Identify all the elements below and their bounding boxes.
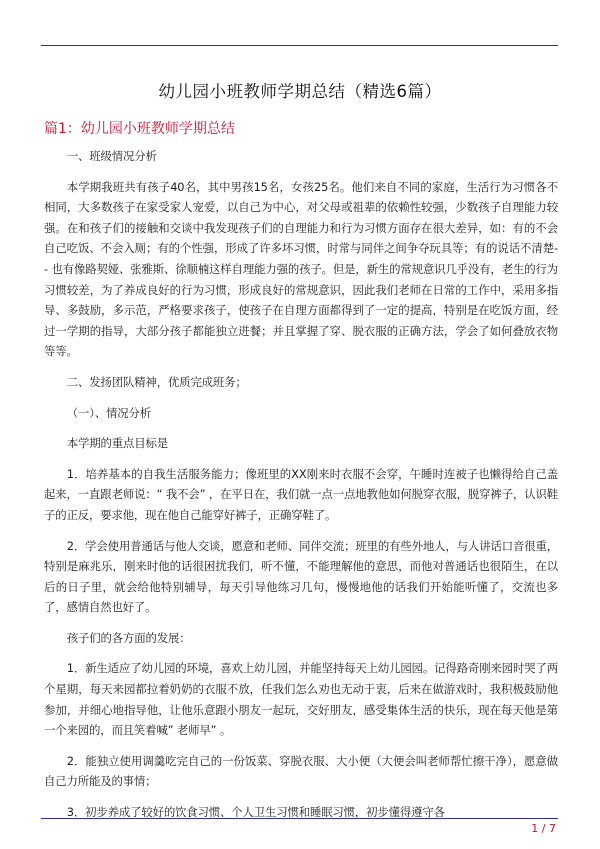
top-rule bbox=[41, 45, 558, 46]
paragraph-situation-analysis-heading: （一）、情况分析 bbox=[66, 405, 152, 420]
paragraph-class-overview: 本学期我班共有孩子40名，其中男孩15名，女孩25名。他们来自不同的家庭，生活行为习惯各不相同，大多数孩子在家受家人宠爱，以自己为中心，对父母或祖辈的依赖性较强，少数孩子自理能力较强。在和孩子们的接触和交谈中我发现孩子们的自理能力和行为习惯方面存在很大差异，如：有的不会自己吃饭、不会入厕；有的个性强，形成了许多坏习惯，时常与同伴之间争夺玩具等；有的说话不清楚- - 也有像路契娅、张雅斯、徐顺楠这样自理能力强的孩子。但是，新生的常规意识几乎没有，老生的行为习惯较差，为了养成良好的行为习惯，形成良好的常规意识，因此我们老师在日常的工作中，采用多指导、多鼓励，多示范，严格要求孩子，使孩子在自理方面都得到了一定的提高，特别是在吃饭方面，经过一学期的指导，大部分孩子都能独立进餐；并且掌握了穿、脱衣服的正确方法，学会了如何叠放衣物等等。 bbox=[44, 179, 558, 359]
section-heading: 篇1：幼儿园小班教师学期总结 bbox=[44, 121, 235, 137]
page-number: 1 / 7 bbox=[531, 822, 556, 835]
paragraph-development-heading: 孩子们的各方面的发展： bbox=[66, 630, 191, 645]
paragraph-key-goals: 本学期的重点目标是 bbox=[66, 436, 168, 451]
paragraph-goal-mandarin: 2．学会使用普通话与他人交谈，愿意和老师、同伴交流；班里的有些外地人，与人讲话口音很重，特别是麻兆乐，刚来时他的话很困扰我们，听不懂，不能理解他的意思，而他对普通话也很陌生，在以后的日子里，就会给他特别辅导，每天引导他练习几句，慢慢地他的话我们开始能听懂了，交流也多了，感情自然也好了。 bbox=[44, 538, 558, 615]
document-body bbox=[44, 146, 558, 823]
paragraph-team-spirit-heading: 二、发扬团队精神，优质完成班务； bbox=[66, 374, 247, 389]
paragraph-development-2: 2．能独立使用调羹吃完自己的一份饭菜、穿脱衣服、大小便（大便会叫老师帮忙擦干净），愿意做自己力所能及的事情； bbox=[44, 753, 558, 789]
paragraph-goal-self-care: 1．培养基本的自我生活服务能力；像班里的XX刚来时衣服不会穿，午睡时连被子也懒得给自己盖起来，一直跟老师说：“ 我不会” ，在平日在，我们就一点一点地教他如何脱穿衣服，脱穿裤子，认识鞋子的正反，要求他，现在他自己能穿好裤子，正确穿鞋了。 bbox=[44, 466, 558, 522]
bottom-rule bbox=[41, 818, 558, 819]
paragraph-development-1: 1．新生适应了幼儿园的环境，喜欢上幼儿园，并能坚持每天上幼儿园园。记得路奇刚来园时哭了两个星期，每天来园都拉着奶奶的衣服不放，任我们怎么劝也无动于衷，后来在做游戏时，我积极鼓励他参加，并细心地指导他，让他乐意跟小朋友一起玩，交好朋友，感受集体生活的快乐，现在每天他是第一个来园的，而且笑着喊” 老师早” 。 bbox=[44, 661, 558, 738]
paragraph-class-analysis-heading: 一、班级情况分析 bbox=[66, 149, 157, 163]
paragraph-development-3: 3．初步养成了较好的饮食习惯、个人卫生习惯和睡眠习惯，初步懂得遵守各 bbox=[66, 805, 445, 820]
document-title: 幼儿园小班教师学期总结（精选6篇） bbox=[158, 82, 442, 101]
